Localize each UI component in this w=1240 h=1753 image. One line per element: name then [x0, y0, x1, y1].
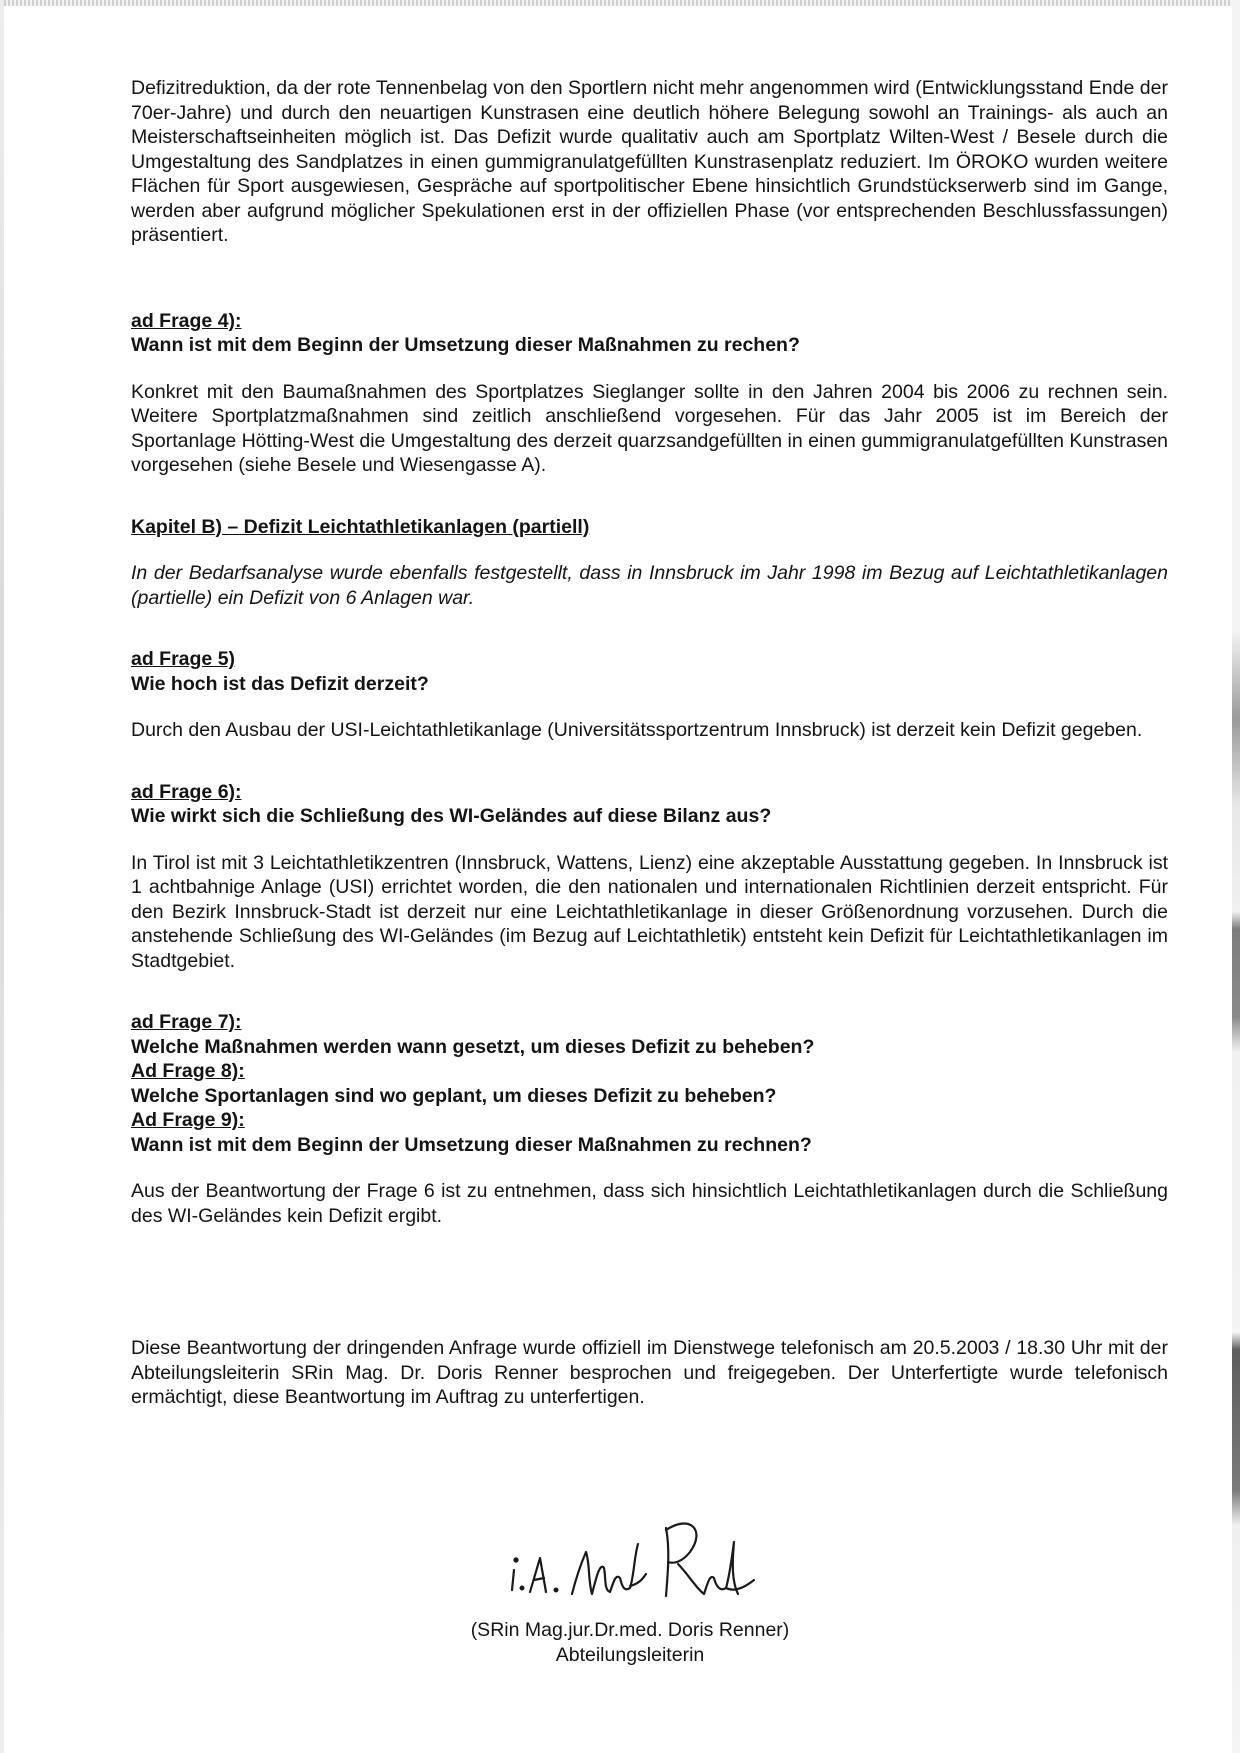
spacer: [131, 478, 1168, 515]
spacer: [131, 973, 1168, 1010]
frage-6-question: Wie wirkt sich die Schließung des WI-Geländes auf diese Bilanz aus?: [131, 805, 772, 827]
frage-6-label: ad Frage 6):: [131, 780, 242, 803]
signature-block: [420, 1508, 840, 1668]
section-frage-5: [131, 647, 1168, 743]
frage-4-question: Wann ist mit dem Beginn der Umsetzung dieser Maßnahmen zu rechen?: [131, 334, 800, 356]
intro-paragraph: Defizitreduktion, da der rote Tennenbelag von den Sportlern nicht mehr angenommen wird (Entwicklungsstand Ende der 70er-Jahre) und durch den neuartigen Kunstrasen eine deutlich höhere Belegung sowohl an Trainings- als auch an Meisterschaftseinheiten möglich ist. Das Defizit wurde qualitativ auch am Sportplatz Wilten-West / Besele durch die Umgestaltung des Sandplatzes in einen gummigranulatgefüllten Kunstrasenplatz reduziert. Im ÖROKO wurden weitere Flächen für Sport ausgewiesen, Gespräche auf sportpolitischer Ebene hinsichtlich Grundstückserwerb sind im Gange, werden aber aufgrund möglicher Spekulationen erst in der offiziellen Phase (vor entsprechenden Beschlussfassungen) präsentiert.: [131, 77, 1168, 246]
frage-4-answer: Konkret mit den Baumaßnahmen des Sportplatzes Sieglanger sollte in den Jahren 2004 bis 2006 zu rechnen sein. Weitere Sportplatzmaßnahmen sind zeitlich anschließend vorgesehen. Für das Jahr 2005 ist im Bereich der Sportanlage Hötting-West die Umgestaltung des derzeit quarzsandgefüllten in einen gummigranulatgefüllten Kunstrasen vorgesehen (siehe Besele und Wiesengasse A).: [131, 380, 1169, 476]
frage-8-question: Welche Sportanlagen sind wo geplant, um dieses Defizit zu beheben?: [131, 1084, 777, 1107]
spacer: [131, 696, 1168, 718]
spacer: [131, 539, 1168, 561]
spacer: [131, 358, 1168, 380]
section-frage-7-9: [131, 1010, 1168, 1228]
document-body: [131, 76, 1168, 1410]
spacer: [131, 610, 1168, 647]
frage-6-answer: In Tirol ist mit 3 Leichtathletikzentren (Innsbruck, Wattens, Lienz) eine akzeptable Ausstattung gegeben. In Innsbruck ist 1 achtbahnige Anlage (USI) errichtet worden, die den nationalen und internationalen Richtlinien derzeit entspricht. Für den Bezirk Innsbruck-Stadt ist derzeit nur eine Leichtathletikanlage in dieser Größenordnung vorzusehen. Durch die anstehende Schließung des WI-Geländes (im Bezug auf Leichtathletik) entsteht kein Defizit für Leichtathletikanlagen im Stadtgebiet.: [131, 851, 1168, 972]
signatory-title: Abteilungsleiterin: [555, 1644, 705, 1666]
section-frage-4: [131, 309, 1168, 478]
section-frage-6: [131, 780, 1168, 974]
closing-paragraph: Diese Beantwortung der dringenden Anfrage wurde offiziell im Dienstwege telefonisch am 20.5.2003 / 18.30 Uhr mit der Abteilungsleiterin SRin Mag. Dr. Doris Renner besprochen und freigegeben. Der Unterfertigte wurde telefonisch ermächtigt, diese Beantwortung im Auftrag zu unterfertigen.: [131, 1337, 1168, 1408]
frage-5-label: ad Frage 5): [131, 648, 236, 670]
frage-5-answer: Durch den Ausbau der USI-Leichtathletikanlage (Universitätssportzentrum Innsbruck) ist derzeit kein Defizit gegeben.: [131, 719, 1143, 741]
frage-4-label: ad Frage 4):: [131, 309, 242, 332]
frage-5-question: Wie hoch ist das Defizit derzeit?: [131, 672, 429, 695]
frage-7-label: ad Frage 7):: [131, 1011, 242, 1033]
frage-7-question: Welche Maßnahmen werden wann gesetzt, um dieses Defizit zu beheben?: [131, 1035, 815, 1058]
section-kapitel-b: [131, 515, 1168, 611]
kapitel-b-title: Kapitel B) – Defizit Leichtathletikanlagen (partiell): [131, 515, 590, 538]
spacer: [131, 743, 1168, 780]
scan-edge-top: [0, 0, 1240, 6]
signatory-name: (SRin Mag.jur.Dr.med. Doris Renner): [470, 1619, 790, 1641]
handwritten-signature: [500, 1508, 760, 1618]
spacer: [131, 248, 1168, 309]
frage-8-label: Ad Frage 8):: [131, 1060, 245, 1082]
spacer: [131, 1228, 1168, 1336]
spacer: [131, 829, 1168, 851]
spacer: [131, 1157, 1168, 1179]
scan-edge-left: [0, 0, 4, 1753]
frage-7-9-answer: Aus der Beantwortung der Frage 6 ist zu entnehmen, dass sich hinsichtlich Leichtathletikanlagen durch die Schließung des WI-Geländes kein Defizit ergibt.: [131, 1180, 1168, 1227]
frage-9-label: Ad Frage 9):: [131, 1109, 245, 1131]
scan-edge-right: [1232, 0, 1240, 1753]
frage-9-question: Wann ist mit dem Beginn der Umsetzung dieser Maßnahmen zu rechnen?: [131, 1133, 812, 1156]
kapitel-b-intro: In der Bedarfsanalyse wurde ebenfalls festgestellt, dass in Innsbruck im Jahr 1998 im Bezug auf Leichtathletikanlagen (partielle) ein Defizit von 6 Anlagen war.: [131, 562, 1168, 609]
